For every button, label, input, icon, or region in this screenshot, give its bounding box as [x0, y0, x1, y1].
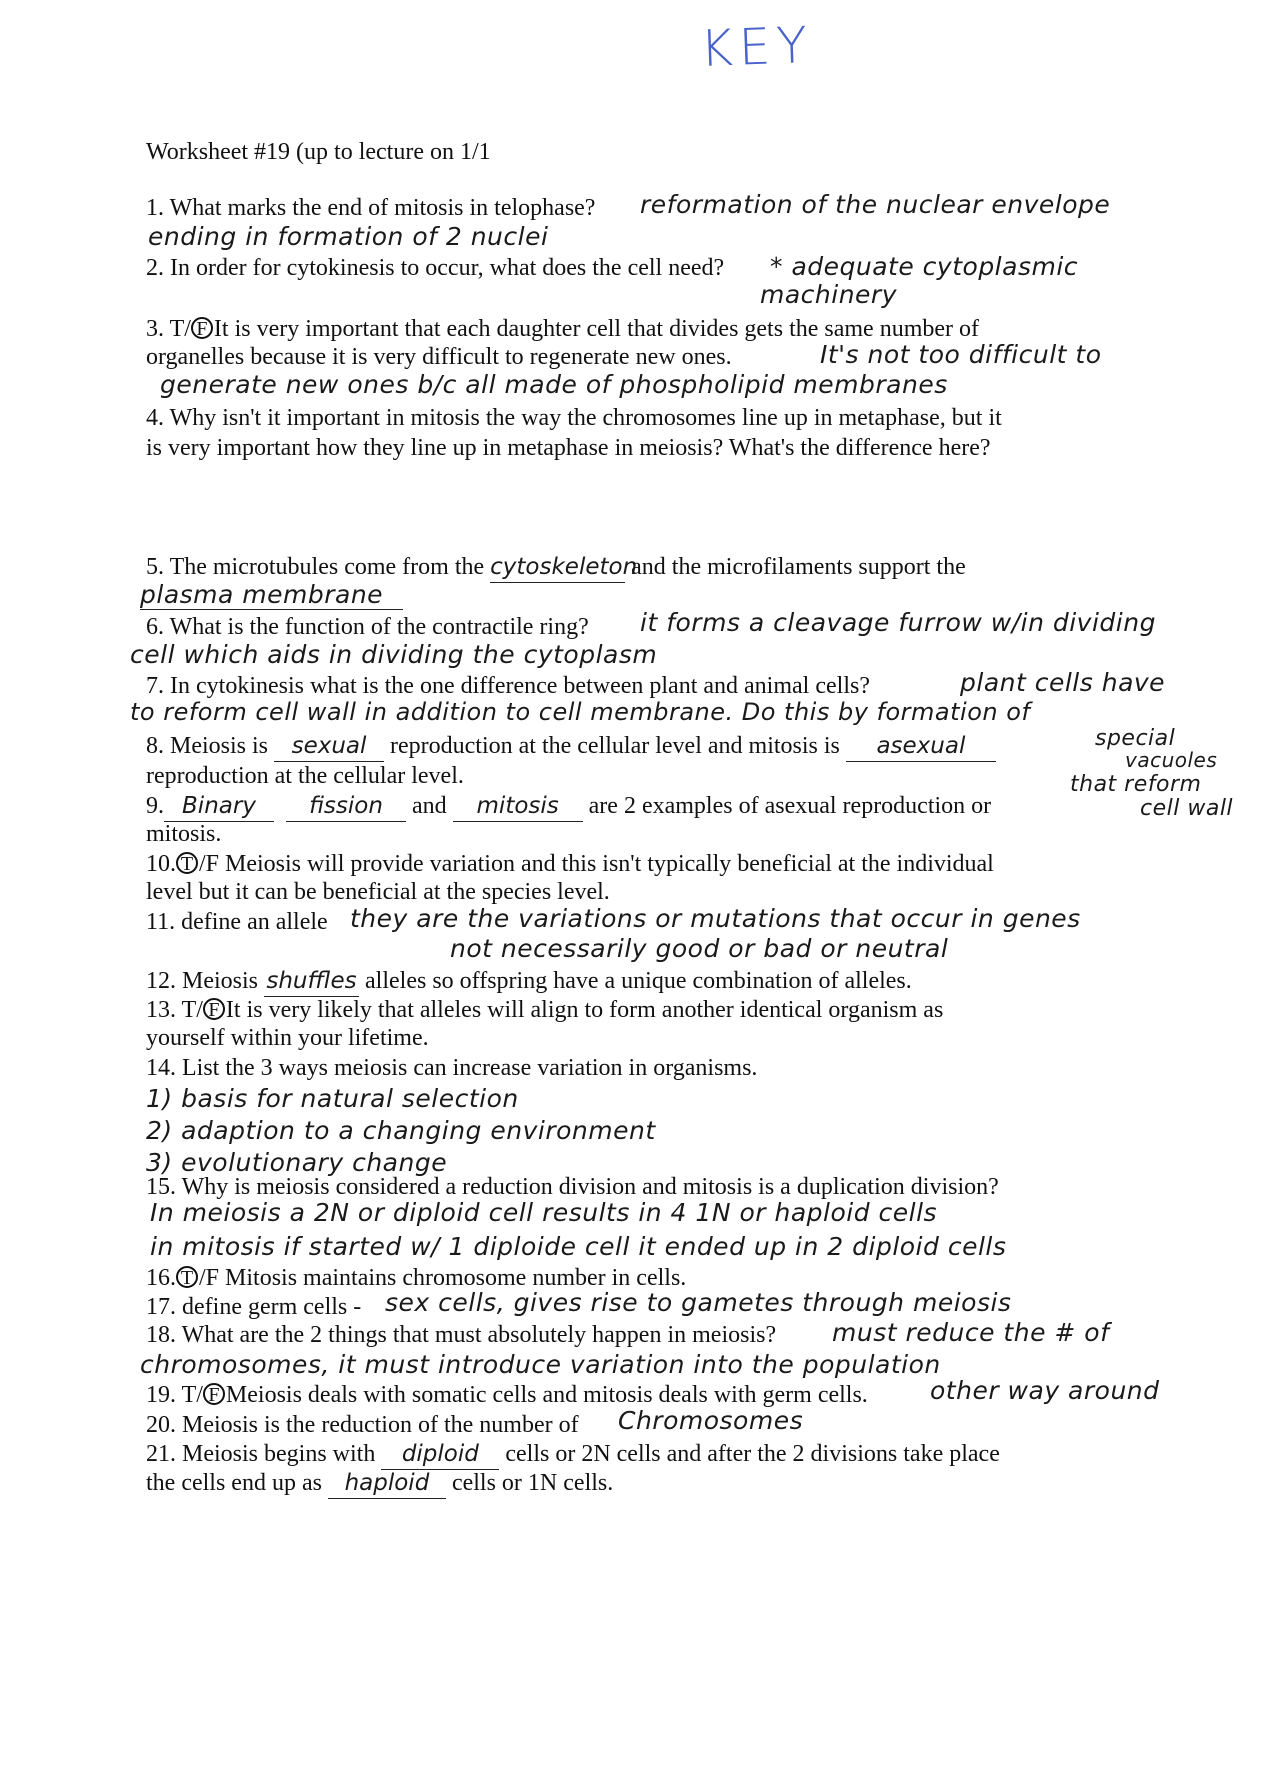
q20-answer: Chromosomes: [618, 1406, 804, 1435]
q7-answer-line2: to reform cell wall in addition to cell membrane. Do this by formation of: [130, 698, 1031, 726]
q11-text: 11. define an allele: [146, 909, 328, 935]
q2-answer-line1: * adequate cytoplasmic: [770, 252, 1079, 281]
q15-answer-line1: In meiosis a 2N or diploid cell results in 4 1N or haploid cells: [150, 1198, 938, 1227]
q4-text: 4. Why isn't it important in mitosis the way the chromosomes line up in metaphase, but it: [146, 405, 1002, 431]
q6-answer-line2: cell which aids in dividing the cytoplasm: [130, 640, 658, 669]
q13-text: 13. T/ F It is very likely that alleles will align to form another identical organism as: [146, 997, 944, 1023]
q21-text2: the cells end up as haploid cells or 1N cells.: [146, 1468, 613, 1499]
q8-blank-1: sexual: [274, 731, 384, 762]
q6-text: 6. What is the function of the contractile ring?: [146, 614, 589, 640]
key-label: KEY: [699, 16, 814, 78]
q17-answer: sex cells, gives rise to gametes through meiosis: [385, 1288, 1012, 1317]
q19-text: 19. T/ F Meiosis deals with somatic cells and mitosis deals with germ cells.: [146, 1382, 868, 1408]
q1-answer-line1: reformation of the nuclear envelope: [640, 190, 1111, 219]
q19-circled-answer: F: [203, 1383, 225, 1405]
q17-text: 17. define germ cells -: [146, 1294, 362, 1320]
q14-answer-line1: 1) basis for natural selection: [146, 1084, 519, 1113]
q18-text: 18. What are the 2 things that must absolutely happen in meiosis?: [146, 1322, 777, 1348]
q8-text2: reproduction at the cellular level.: [146, 763, 464, 789]
q2-answer-line2: machinery: [760, 280, 898, 309]
q21-blank-1: diploid: [381, 1439, 499, 1470]
q18-answer-line1: must reduce the # of: [832, 1318, 1110, 1347]
q7-answer-line4: vacuoles: [1125, 748, 1218, 772]
q3-text2: organelles because it is very difficult to regenerate new ones.: [146, 344, 732, 370]
q5-blank-1: cytoskeleton: [490, 552, 625, 583]
q7-answer-line6: cell wall: [1140, 796, 1234, 821]
q5-answer-line2: plasma membrane: [140, 580, 403, 610]
q12-blank-1: shuffles: [264, 966, 359, 997]
q21-blank-2: haploid: [328, 1468, 446, 1499]
q4-text2: is very important how they line up in metaphase in meiosis? What's the difference here?: [146, 435, 991, 461]
q9-blank-3: mitosis: [453, 791, 583, 822]
q16-text: 16. T /F Mitosis maintains chromosome number in cells.: [146, 1265, 687, 1291]
q15-answer-line2: in mitosis if started w/ 1 diploide cell it ended up in 2 diploid cells: [150, 1232, 1007, 1261]
q14-answer-line2: 2) adaption to a changing environment: [146, 1116, 656, 1145]
q10-circled-answer: T: [176, 852, 198, 874]
q14-text: 14. List the 3 ways meiosis can increase variation in organisms.: [146, 1055, 758, 1081]
q10-text2: level but it can be beneficial at the species level.: [146, 879, 610, 905]
q13-circled-answer: F: [203, 998, 225, 1020]
q9-blank-1: Binary: [164, 791, 274, 822]
q9-text2: mitosis.: [146, 821, 222, 847]
q7-answer-line1: plant cells have: [960, 668, 1166, 697]
worksheet-title: Worksheet #19 (up to lecture on 1/1: [146, 139, 491, 165]
q10-text: 10. T /F Meiosis will provide variation and this isn't typically beneficial at the individual: [146, 851, 994, 877]
q1-answer-line2: ending in formation of 2 nuclei: [148, 222, 549, 251]
q18-answer-line2: chromosomes, it must introduce variation into the population: [140, 1350, 941, 1379]
q8-text: 8. Meiosis is sexual reproduction at the cellular level and mitosis is asexual: [146, 731, 996, 762]
q21-text: 21. Meiosis begins with diploid cells or 2N cells and after the 2 divisions take place: [146, 1439, 1000, 1470]
q11-answer-line1: they are the variations or mutations that occur in genes: [350, 904, 1081, 933]
q7-answer-line5: that reform: [1070, 772, 1202, 797]
q2-text: 2. In order for cytokinesis to occur, what does the cell need?: [146, 255, 725, 281]
q7-text: 7. In cytokinesis what is the one difference between plant and animal cells?: [146, 673, 870, 699]
q14-answer-line3: 3) evolutionary change: [146, 1148, 448, 1177]
q12-text: 12. Meiosis shuffles alleles so offspring have a unique combination of alleles.: [146, 966, 912, 997]
q11-answer-line2: not necessarily good or bad or neutral: [450, 934, 949, 963]
q3-answer-line1: It's not too difficult to: [820, 340, 1102, 369]
q7-answer-line3: special: [1095, 726, 1176, 751]
q9-text: 9. Binary fission and mitosis are 2 examples of asexual reproduction or: [146, 791, 991, 822]
q20-text: 20. Meiosis is the reduction of the number of: [146, 1412, 579, 1438]
q3-text: 3. T/ F It is very important that each daughter cell that divides gets the same number of: [146, 316, 979, 342]
q16-circled-answer: T: [176, 1266, 198, 1288]
q6-answer-line1: it forms a cleavage furrow w/in dividing: [640, 608, 1156, 637]
q13-text2: yourself within your lifetime.: [146, 1025, 429, 1051]
q3-answer-line2: generate new ones b/c all made of phospholipid membranes: [160, 370, 948, 399]
q1-text: 1. What marks the end of mitosis in telophase?: [146, 195, 596, 221]
q15-text: 15. Why is meiosis considered a reduction division and mitosis is a duplication division?: [146, 1174, 999, 1200]
q19-answer: other way around: [930, 1376, 1160, 1405]
q8-blank-2: asexual: [846, 731, 996, 762]
q9-blank-2: fission: [286, 791, 406, 822]
q3-circled-answer: F: [191, 317, 213, 339]
q5-text: 5. The microtubules come from the cytoskeleton and the microfilaments support the: [146, 552, 966, 583]
